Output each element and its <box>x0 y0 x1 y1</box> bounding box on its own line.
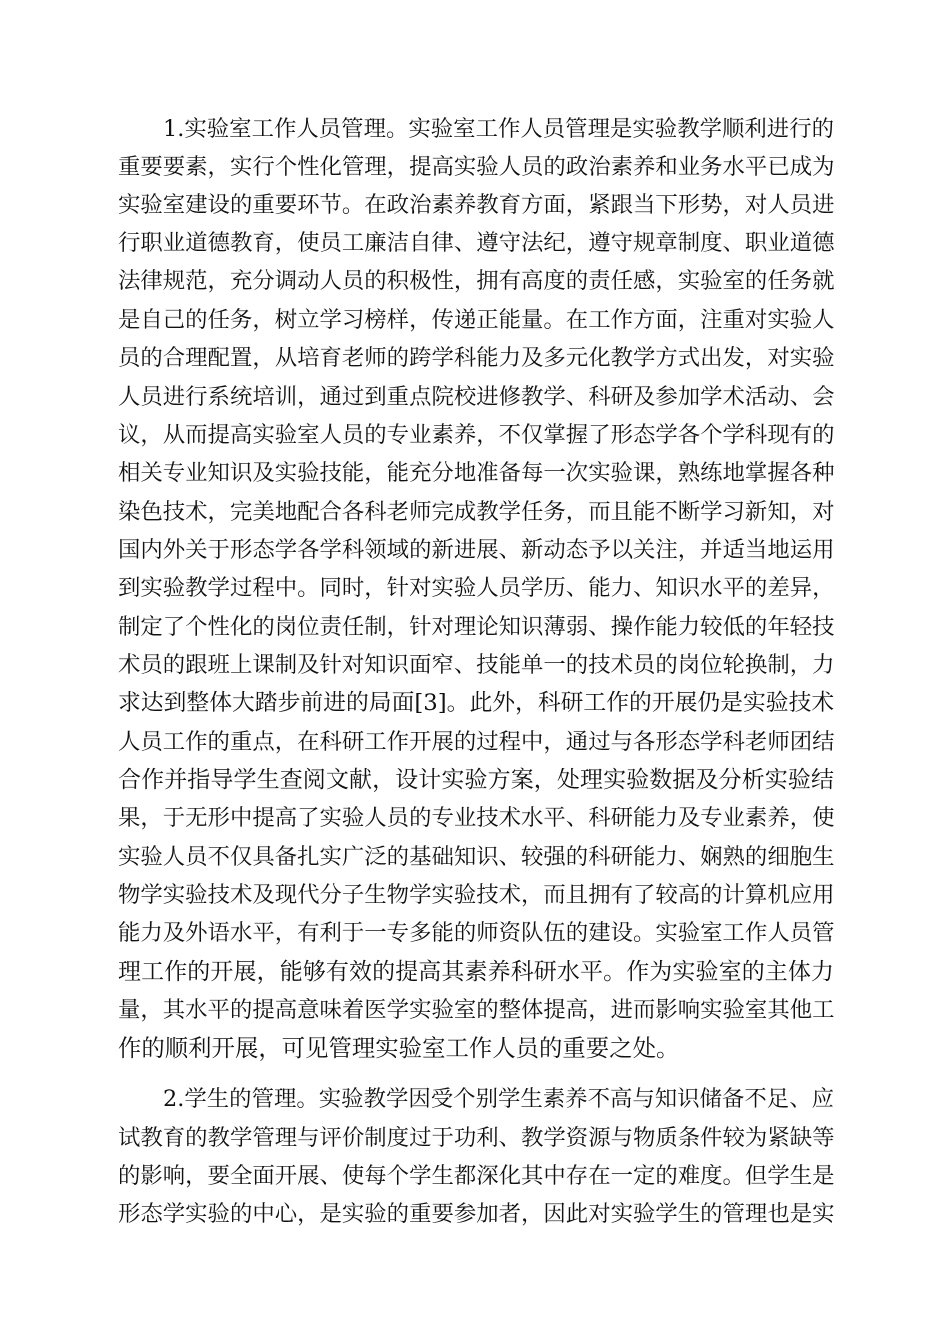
paragraph-line: 议，从而提高实验室人员的专业素养，不仅掌握了形态学各个学科现有的 <box>118 422 835 448</box>
paragraph-line: 行职业道德教育，使员工廉洁自律、遵守法纪，遵守规章制度、职业道德 <box>118 230 835 256</box>
paragraph-line: 2.学生的管理。实验教学因受个别学生素养不高与知识储备不足、应 <box>163 1086 834 1112</box>
paragraph-line: 国内外关于形态学各学科领域的新进展、新动态予以关注，并适当地运用 <box>118 537 835 563</box>
paragraph-line: 实验室建设的重要环节。在政治素养教育方面，紧跟当下形势，对人员进 <box>118 192 835 218</box>
paragraph-line: 的影响，要全面开展、使每个学生都深化其中存在一定的难度。但学生是 <box>118 1163 835 1189</box>
paragraph-line: 量，其水平的提高意味着医学实验室的整体提高，进而影响实验室其他工 <box>118 997 835 1023</box>
paragraph-line: 人员工作的重点，在科研工作开展的过程中，通过与各形态学科老师团结 <box>118 729 835 755</box>
paragraph-line: 人员进行系统培训，通过到重点院校进修教学、科研及参加学术活动、会 <box>118 384 835 410</box>
paragraph-line: 理工作的开展，能够有效的提高其素养科研水平。作为实验室的主体力 <box>118 959 834 985</box>
paragraph-line: 实验人员不仅具备扎实广泛的基础知识、较强的科研能力、娴熟的细胞生 <box>118 844 835 870</box>
paragraph-line: 试教育的教学管理与评价制度过于功利、教学资源与物质条件较为紧缺等 <box>118 1125 835 1151</box>
paragraph-line: 员的合理配置，从培育老师的跨学科能力及多元化教学方式出发，对实验 <box>118 345 835 371</box>
paragraph-line: 作的顺利开展，可见管理实验室工作人员的重要之处。 <box>118 1034 680 1062</box>
paragraph-line: 形态学实验的中心，是实验的重要参加者，因此对实验学生的管理也是实 <box>118 1201 835 1227</box>
paragraph-line: 染色技术，完美地配合各科老师完成教学任务，而且能不断学习新知，对 <box>118 499 835 525</box>
paragraph-line: 到实验教学过程中。同时，针对实验人员学历、能力、知识水平的差异， <box>118 575 835 601</box>
paragraph-line: 合作并指导学生查阅文献，设计实验方案，处理实验数据及分析实验结 <box>118 767 834 793</box>
paragraph-line: 法律规范，充分调动人员的积极性，拥有高度的责任感，实验室的任务就 <box>118 268 835 294</box>
paragraph-line: 物学实验技术及现代分子生物学实验技术，而且拥有了较高的计算机应用 <box>118 882 835 908</box>
paragraph-line: 求达到整体大踏步前进的局面[3]。此外，科研工作的开展仍是实验技术 <box>118 690 835 716</box>
paragraph-line: 能力及外语水平，有利于一专多能的师资队伍的建设。实验室工作人员管 <box>118 920 835 946</box>
paragraph-line: 相关专业知识及实验技能，能充分地准备每一次实验课，熟练地掌握各种 <box>118 460 835 486</box>
paragraph-line: 术员的跟班上课制及针对知识面窄、技能单一的技术员的岗位轮换制，力 <box>118 652 835 678</box>
paragraph-line: 果，于无形中提高了实验人员的专业技术水平、科研能力及专业素养，使 <box>118 805 835 831</box>
paragraph-line: 1.实验室工作人员管理。实验室工作人员管理是实验教学顺利进行的 <box>163 116 834 142</box>
paragraph-line: 重要要素，实行个性化管理，提高实验人员的政治素养和业务水平已成为 <box>118 154 835 180</box>
paragraph-line: 是自己的任务，树立学习榜样，传递正能量。在工作方面，注重对实验人 <box>118 307 835 333</box>
paragraph-line: 制定了个性化的岗位责任制，针对理论知识薄弱、操作能力较低的年轻技 <box>118 614 835 640</box>
